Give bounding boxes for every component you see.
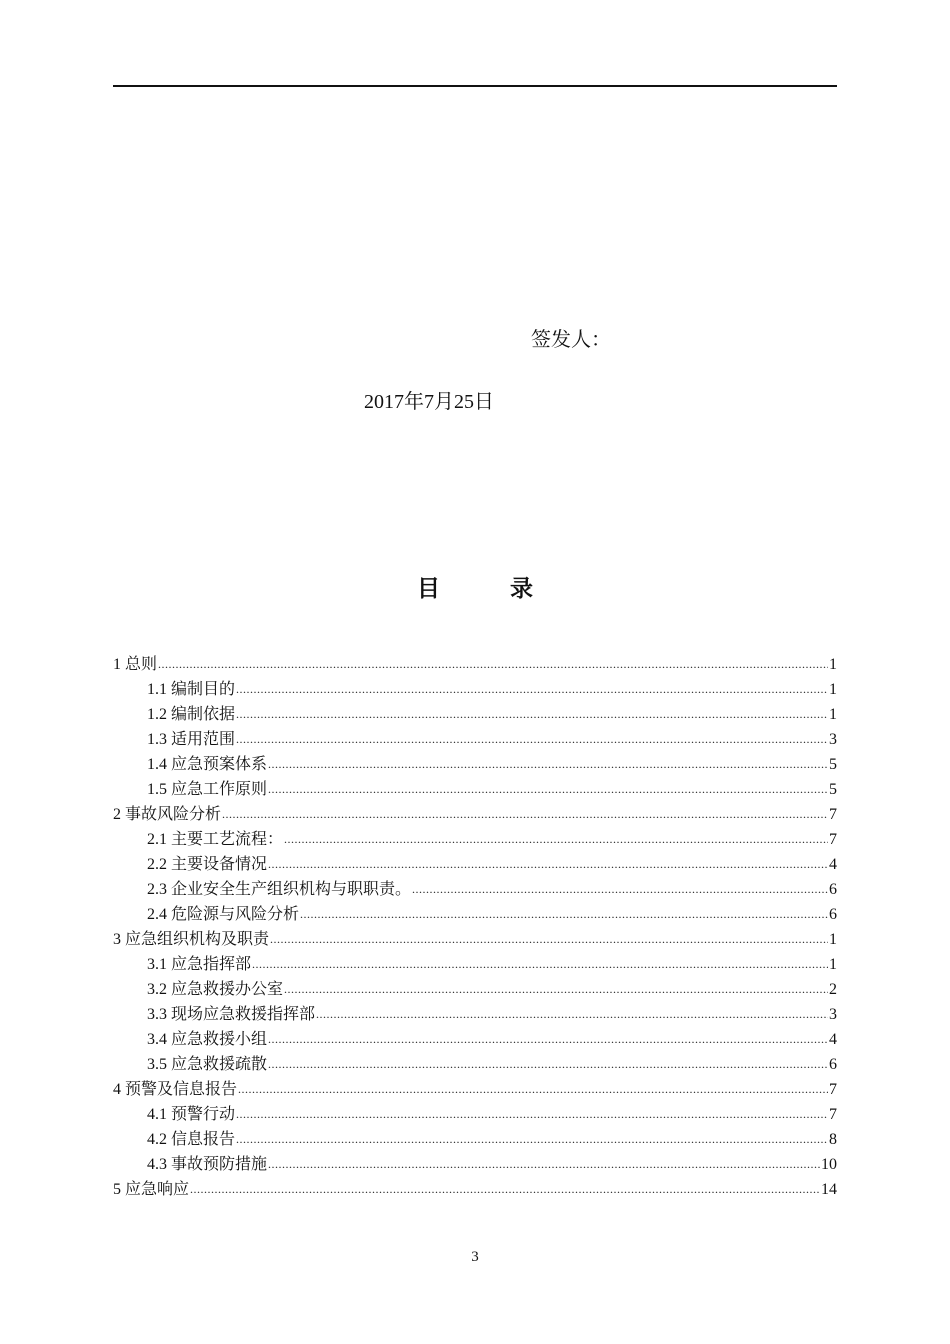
toc-dot-leader <box>268 1152 820 1177</box>
toc-entry-page: 4 <box>829 856 837 873</box>
toc-entry[interactable] <box>113 652 837 677</box>
toc-entry[interactable] <box>113 852 837 877</box>
toc-entry-label: 3.2 应急救援办公室 <box>147 981 284 998</box>
toc-entry-page: 6 <box>829 906 837 923</box>
toc-entry-label: 3.3 现场应急救援指挥部 <box>147 1006 316 1023</box>
toc-entry[interactable] <box>113 752 837 777</box>
toc-dot-leader <box>238 1077 828 1102</box>
header-rule <box>113 85 837 87</box>
toc-entry[interactable] <box>113 1152 837 1177</box>
toc-entry[interactable] <box>113 1102 837 1127</box>
toc-entry[interactable] <box>113 952 837 977</box>
table-of-contents <box>113 652 837 1202</box>
toc-entry[interactable] <box>113 1027 837 1052</box>
toc-title <box>0 573 950 605</box>
toc-dot-leader <box>270 927 828 952</box>
toc-entry-label: 1.2 编制依据 <box>147 706 236 723</box>
toc-entry[interactable] <box>113 877 837 902</box>
toc-entry-label: 2.4 危险源与风险分析 <box>147 906 300 923</box>
toc-entry-page: 10 <box>821 1156 837 1173</box>
toc-dot-leader <box>412 877 828 902</box>
toc-entry-label: 2 事故风险分析 <box>113 806 222 823</box>
toc-entry-page: 2 <box>829 981 837 998</box>
toc-entry-page: 7 <box>829 1106 837 1123</box>
toc-dot-leader <box>222 802 828 827</box>
toc-entry-page: 1 <box>829 681 837 698</box>
toc-entry[interactable] <box>113 1052 837 1077</box>
toc-dot-leader <box>236 1102 828 1127</box>
toc-entry-page: 14 <box>821 1181 837 1198</box>
toc-entry[interactable] <box>113 1127 837 1152</box>
toc-entry[interactable] <box>113 727 837 752</box>
toc-entry-page: 3 <box>829 1006 837 1023</box>
toc-entry[interactable] <box>113 777 837 802</box>
toc-entry-label: 3.1 应急指挥部 <box>147 956 252 973</box>
toc-dot-leader <box>316 1002 828 1027</box>
toc-entry-label: 2.3 企业安全生产组织机构与职职责。 <box>147 881 412 898</box>
signer-label: 签发人： <box>531 329 611 351</box>
toc-dot-leader <box>252 952 828 977</box>
toc-entry[interactable] <box>113 1077 837 1102</box>
toc-entry-label: 1 总则 <box>113 656 158 673</box>
toc-dot-leader <box>158 652 828 677</box>
toc-entry-label: 4 预警及信息报告 <box>113 1081 238 1098</box>
toc-entry-label: 1.5 应急工作原则 <box>147 781 268 798</box>
toc-entry[interactable] <box>113 902 837 927</box>
toc-entry-page: 7 <box>829 1081 837 1098</box>
toc-dot-leader <box>268 1027 828 1052</box>
toc-entry-label: 1.3 适用范围 <box>147 731 236 748</box>
toc-entry-page: 5 <box>829 756 837 773</box>
toc-entry-page: 3 <box>829 731 837 748</box>
issue-date: 2017年7月25日 <box>364 391 494 413</box>
toc-entry-label: 3.4 应急救援小组 <box>147 1031 268 1048</box>
toc-entry-label: 1.1 编制目的 <box>147 681 236 698</box>
toc-entry[interactable] <box>113 677 837 702</box>
toc-entry-page: 7 <box>829 831 837 848</box>
toc-entry-label: 3 应急组织机构及职责 <box>113 931 270 948</box>
toc-entry[interactable] <box>113 977 837 1002</box>
toc-entry-page: 6 <box>829 1056 837 1073</box>
toc-entry[interactable] <box>113 802 837 827</box>
toc-entry-page: 1 <box>829 931 837 948</box>
toc-dot-leader <box>284 977 828 1002</box>
toc-entry-page: 5 <box>829 781 837 798</box>
toc-entry[interactable] <box>113 827 837 852</box>
toc-dot-leader <box>268 852 828 877</box>
toc-entry[interactable] <box>113 1177 837 1202</box>
toc-dot-leader <box>300 902 828 927</box>
toc-entry-label: 4.2 信息报告 <box>147 1131 236 1148</box>
toc-entry-page: 1 <box>829 706 837 723</box>
toc-entry-page: 4 <box>829 1031 837 1048</box>
toc-entry-label: 2.1 主要工艺流程： <box>147 831 284 848</box>
toc-entry-label: 1.4 应急预案体系 <box>147 756 268 773</box>
toc-entry-page: 6 <box>829 881 837 898</box>
toc-dot-leader <box>236 1127 828 1152</box>
toc-dot-leader <box>268 752 828 777</box>
toc-entry-page: 1 <box>829 656 837 673</box>
toc-entry-label: 4.1 预警行动 <box>147 1106 236 1123</box>
toc-entry-label: 5 应急响应 <box>113 1181 190 1198</box>
toc-dot-leader <box>190 1177 820 1202</box>
toc-entry-page: 7 <box>829 806 837 823</box>
toc-dot-leader <box>268 1052 828 1077</box>
toc-entry[interactable] <box>113 702 837 727</box>
toc-dot-leader <box>236 727 828 752</box>
toc-dot-leader <box>268 777 828 802</box>
toc-title-char-2: 录 <box>510 576 533 601</box>
toc-dot-leader <box>236 702 828 727</box>
toc-entry-page: 8 <box>829 1131 837 1148</box>
toc-dot-leader <box>236 677 828 702</box>
toc-entry-label: 3.5 应急救援疏散 <box>147 1056 268 1073</box>
toc-title-char-1: 目 <box>417 576 440 601</box>
toc-entry-label: 2.2 主要设备情况 <box>147 856 268 873</box>
toc-entry[interactable] <box>113 927 837 952</box>
toc-entry-label: 4.3 事故预防措施 <box>147 1156 268 1173</box>
page-number: 3 <box>471 1249 479 1265</box>
toc-entry-page: 1 <box>829 956 837 973</box>
toc-dot-leader <box>284 827 828 852</box>
toc-entry[interactable] <box>113 1002 837 1027</box>
